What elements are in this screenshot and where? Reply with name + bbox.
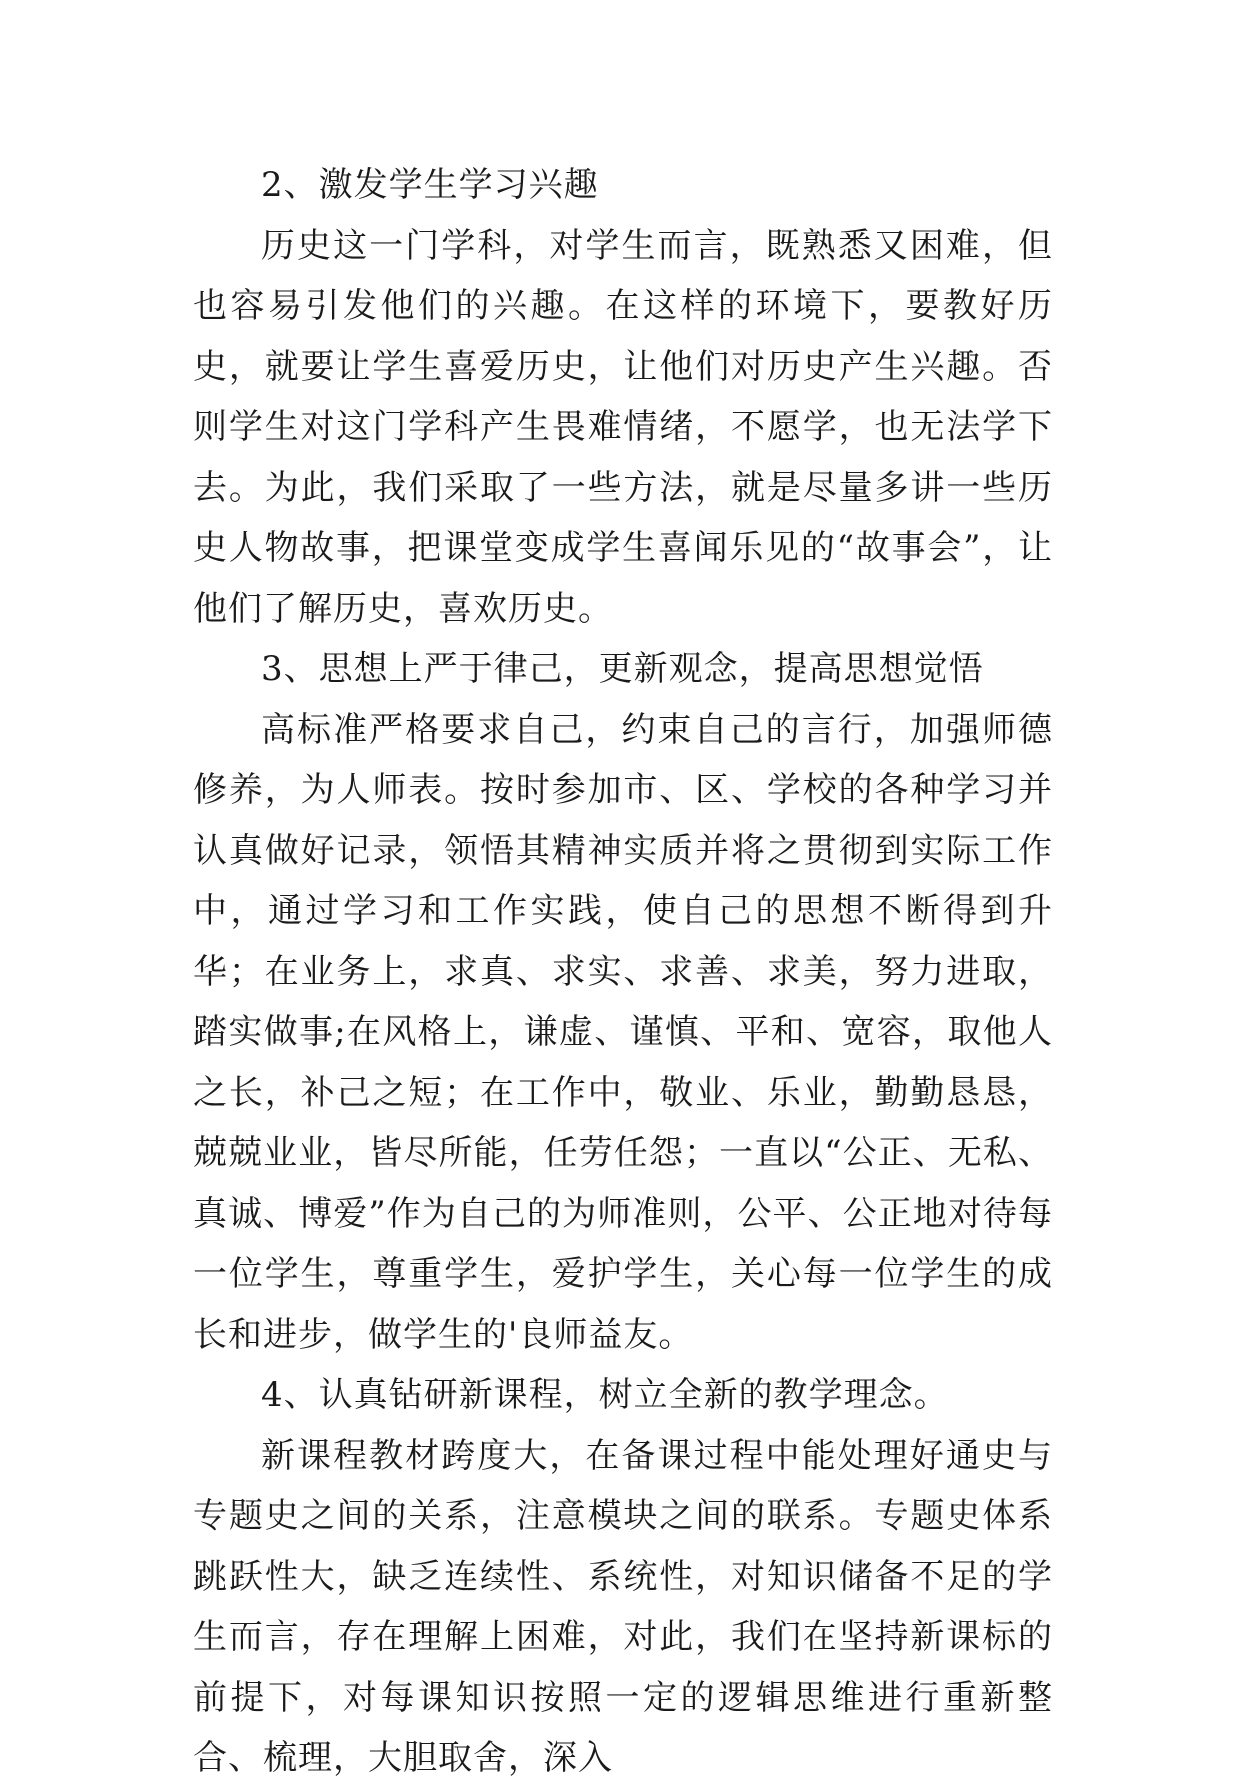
section-heading-2: 2、激发学生学习兴趣: [261, 165, 599, 205]
paragraph-new-curriculum: 新课程教材跨度大，在备课过程中能处理好通史与专题史之间的关系，注意模块之间的联系。专题史体系跳跃性大，缺乏连续性、系统性，对知识储备不足的学生而言，存在理解上困难，对此，我们在坚持新课标的前提下，对每课知识按照一定的逻辑思维进行重新整合、梳理，大胆取舍，深入: [193, 1435, 1053, 1778]
paragraph-teacher-ethics: 高标准严格要求自己，约束自己的言行，加强师德修养，为人师表。按时参加市、区、学校的各种学习并认真做好记录，领悟其精神实质并将之贯彻到实际工作中，通过学习和工作实践，使自己的思想不断得到升华；在业务上，求真、求实、求善、求美，努力进取，踏实做事;在风格上，谦虚、谨慎、平和、宽容，取他人之长，补己之短；在工作中，敬业、乐业，勤勤恳恳，兢兢业业，皆尽所能，任劳任怨；一直以“公正、无私、真诚、博爱”作为自己的为师准则，公平、公正地对待每一位学生，尊重学生，爱护学生，关心每一位学生的成长和进步，做学生的'良师益友。: [193, 709, 1053, 1355]
section-heading-4: 4、认真钻研新课程，树立全新的教学理念。: [261, 1375, 949, 1415]
document-body: [193, 155, 1053, 1789]
section-heading-3: 3、思想上严于律己，更新观念，提高思想觉悟: [261, 649, 984, 689]
paragraph-history-interest: 历史这一门学科，对学生而言，既熟悉又困难，但也容易引发他们的兴趣。在这样的环境下，要教好历史，就要让学生喜爱历史，让他们对历史产生兴趣。否则学生对这门学科产生畏难情绪，不愿学，也无法学下去。为此，我们采取了一些方法，就是尽量多讲一些历史人物故事，把课堂变成学生喜闻乐见的“故事会”，让他们了解历史，喜欢历史。: [193, 225, 1053, 629]
